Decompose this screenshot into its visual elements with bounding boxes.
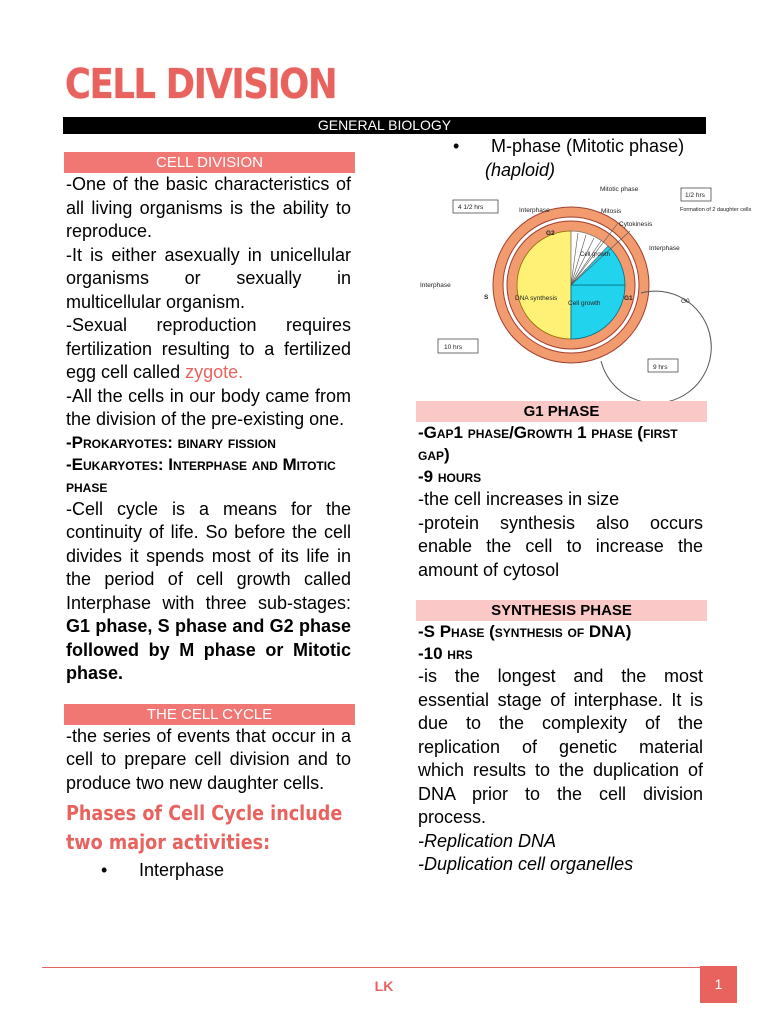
list-item bbox=[66, 859, 351, 883]
spacer bbox=[418, 582, 703, 600]
prokaryotes-line: -Prokaryotes: binary fission bbox=[66, 432, 276, 452]
label-cell-growth-top: Cell growth bbox=[580, 252, 611, 258]
italic-line: -Duplication cell organelles bbox=[418, 854, 634, 874]
paragraph-text: -Cell cycle is a means for the continuity of life. So before the cell divides it spends most of its life in the period of cell growth called Interphase with three sub-stages: bbox=[66, 498, 351, 613]
label-cell-growth: Cell growth bbox=[568, 300, 601, 307]
page-title: CELL DIVISION bbox=[65, 60, 337, 108]
section-heading-g1: G1 PHASE bbox=[416, 401, 707, 422]
list-item-text: M-phase (Mitotic phase) bbox=[491, 136, 685, 156]
paragraph bbox=[66, 498, 351, 686]
zygote-term: zygote. bbox=[185, 362, 244, 382]
s-line1: -S Phase (synthesis of DNA) bbox=[418, 622, 632, 641]
label-formation: Formation of 2 daughter cells bbox=[680, 207, 752, 213]
right-column bbox=[418, 135, 703, 182]
bullet-icon: • bbox=[101, 860, 108, 880]
label-g0: G0 bbox=[681, 298, 690, 305]
italic-line: -Replication DNA bbox=[418, 830, 557, 851]
label-10hrs: 10 hrs bbox=[444, 344, 463, 351]
subject-banner: GENERAL BIOLOGY bbox=[63, 117, 706, 134]
paragraph: -is the longest and the most essential stage of interphase. It is due to the complexity of the replication of genetic material which results to the duplication of DNA prior to the cell division process. bbox=[418, 666, 703, 827]
section-heading-synthesis: SYNTHESIS PHASE bbox=[416, 600, 707, 621]
footer-divider bbox=[42, 967, 700, 968]
list-item-subtext: (haploid) bbox=[485, 159, 556, 180]
left-column bbox=[66, 152, 351, 883]
g1-line1: -Gap1 phase/Growth 1 phase (first gap) bbox=[418, 423, 678, 464]
label-4half: 4 1/2 hrs bbox=[458, 204, 484, 211]
label-interphase-right: Interphase bbox=[649, 245, 680, 252]
phases-heading: Phases of Cell Cycle include two major activities: bbox=[66, 801, 343, 854]
page-number: 1 bbox=[700, 966, 737, 1003]
right-column-lower bbox=[418, 401, 703, 877]
label-mitotic-phase: Mitotic phase bbox=[600, 186, 639, 193]
label-cytokinesis: Cytokinesis bbox=[619, 221, 653, 228]
paragraph: -All the cells in our body came from the division of the pre-existing one. bbox=[66, 385, 351, 429]
label-9hrs: 9 hrs bbox=[653, 364, 668, 371]
paragraph: -the series of events that occur in a cell to prepare cell division and to produce two new daughter cells. bbox=[66, 725, 351, 793]
label-interphase-left: Interphase bbox=[420, 282, 451, 289]
section-heading-cell-division: CELL DIVISION bbox=[64, 152, 355, 173]
label-g2: G2 bbox=[546, 230, 555, 237]
paragraph: -One of the basic characteristics of all living organisms is the ability to reproduce. bbox=[66, 174, 351, 241]
cell-cycle-diagram bbox=[418, 183, 752, 378]
list-item-text: Interphase bbox=[139, 860, 225, 880]
label-interphase-top: Interphase bbox=[519, 207, 550, 214]
paragraph-bold: G1 phase, S phase and G2 phase followed by M phase or Mitotic phase. bbox=[66, 616, 351, 683]
label-mitosis: Mitosis bbox=[601, 208, 622, 215]
list-item bbox=[418, 135, 703, 159]
footer-initials: LK bbox=[374, 978, 394, 994]
bullet-icon: • bbox=[453, 136, 460, 156]
paragraph bbox=[66, 314, 351, 385]
paragraph: -protein synthesis also occurs enable the cell to increase the amount of cytosol bbox=[418, 512, 703, 580]
section-heading-cell-cycle: THE CELL CYCLE bbox=[64, 704, 355, 725]
eukaryotes-line: -Eukaryotes: Interphase and Mitotic phase bbox=[66, 454, 336, 496]
spacer bbox=[66, 686, 351, 704]
label-dna-synthesis: DNA synthesis bbox=[515, 295, 558, 302]
label-g1: G1 bbox=[624, 295, 633, 302]
label-half-hrs: 1/2 hrs bbox=[685, 192, 705, 199]
paragraph: -It is either asexually in unicellular organisms or sexually in multicellular organism. bbox=[66, 244, 351, 312]
g1-line2: -9 hours bbox=[418, 467, 482, 486]
s-line2: -10 hrs bbox=[418, 644, 473, 663]
paragraph: -the cell increases in size bbox=[418, 489, 620, 509]
paragraph-text: -Sexual reproduction requires fertilization resulting to a fertilized egg cell called bbox=[66, 315, 351, 382]
label-s: S bbox=[484, 294, 489, 301]
